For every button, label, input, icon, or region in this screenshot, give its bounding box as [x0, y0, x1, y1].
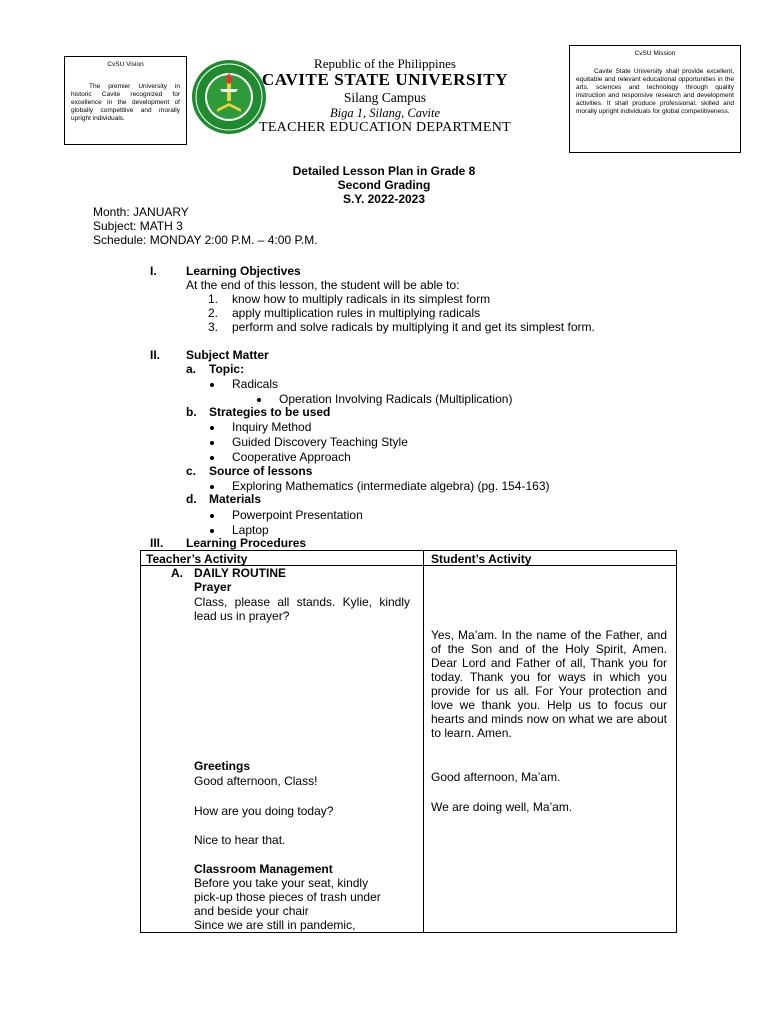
objective-text: know how to multiply radicals in its simplest form [232, 292, 491, 306]
material-item: Laptop [232, 523, 269, 537]
prayer-teacher-text: Class, please all stands. Kylie, kindly lead us in prayer? [194, 595, 410, 623]
strategy-item: Cooperative Approach [232, 450, 351, 464]
management-line: pick-up those pieces of trash under [194, 890, 381, 904]
objective-num: 1. [208, 292, 219, 306]
section2-heading: Subject Matter [186, 348, 269, 362]
vision-box [64, 56, 187, 145]
strategy-item: Guided Discovery Teaching Style [232, 435, 408, 449]
header-republic: Republic of the Philippines [314, 56, 456, 71]
prayer-student-text: Yes, Ma’am. In the name of the Father, and of the Son and of the Holy Spirit, Amen. Dear Lord and Father of all, Thank you for today. Thank you for ways in which you provide for us all. For Your protection and love we thank you. Help us to focus our hearts and minds now on what we are about to learn. Amen. [431, 628, 667, 740]
objective-num: 3. [208, 320, 219, 334]
routine-label: A. [171, 566, 183, 580]
management-heading: Classroom Management [194, 862, 333, 876]
vision-text: The premier University in historic Cavite recognized for excellence in the development of globally competitive and morally upright individuals. [71, 83, 180, 122]
topic-label: a. [186, 362, 197, 376]
materials-heading: Materials [209, 492, 262, 506]
info-schedule: Schedule: MONDAY 2:00 P.M. – 4:00 P.M. [93, 233, 318, 247]
strategies-heading: Strategies to be used [209, 405, 331, 419]
greet-teacher-2: How are you doing today? [194, 804, 334, 818]
header-university: CAVITE STATE UNIVERSITY [261, 70, 509, 89]
info-month: Month: JANUARY [93, 205, 189, 219]
management-line: and beside your chair [194, 904, 309, 918]
material-item: Powerpoint Presentation [232, 508, 363, 522]
topic-heading: Topic: [209, 362, 245, 376]
section3-heading: Learning Procedures [186, 536, 307, 550]
student-activity-header: Student’s Activity [431, 552, 532, 566]
vision-title: CvSU Vision [107, 61, 144, 68]
objective-text: perform and solve radicals by multiplying it and get its simplest form. [232, 320, 595, 334]
header-campus: Silang Campus [343, 90, 427, 105]
mission-box [569, 45, 741, 153]
header-address: Biga 1, Silang, Cavite [329, 106, 441, 120]
procedures-table [140, 550, 677, 933]
doc-school-year: S.Y. 2022-2023 [342, 192, 426, 206]
greet-teacher-1: Good afternoon, Class! [194, 774, 318, 788]
objective-num: 2. [208, 306, 219, 320]
section1-intro: At the end of this lesson, the student will be able to: [186, 278, 460, 292]
source-heading: Source of lessons [209, 464, 313, 478]
strategy-item: Inquiry Method [232, 420, 312, 434]
table-column-divider [423, 551, 424, 932]
doc-title: Detailed Lesson Plan in Grade 8 [292, 164, 476, 178]
greet-student-2: We are doing well, Ma’am. [431, 800, 573, 814]
source-label: c. [186, 464, 197, 478]
source-item: Exploring Mathematics (intermediate algebra) (pg. 154-163) [232, 479, 550, 493]
greet-teacher-3: Nice to hear that. [194, 833, 286, 847]
strategies-label: b. [186, 405, 197, 419]
management-line: Before you take your seat, kindly [194, 876, 369, 890]
greet-student-1: Good afternoon, Ma’am. [431, 770, 561, 784]
routine-heading: DAILY ROUTINE [194, 566, 287, 580]
topic-item: Radicals [232, 377, 279, 391]
prayer-heading: Prayer [194, 580, 232, 594]
management-line: Since we are still in pandemic, [194, 918, 356, 932]
objective-text: apply multiplication rules in multiplying radicals [232, 306, 481, 320]
info-subject: Subject: MATH 3 [93, 219, 183, 233]
section1-heading: Learning Objectives [186, 264, 301, 278]
teacher-activity-header: Teacher’s Activity [146, 552, 248, 566]
subtopic-item: Operation Involving Radicals (Multiplication) [279, 392, 513, 406]
mission-text: Cavite State University shall provide excellent, equitable and relevant educational opportunities in the arts, sciences and technology through quality instruction and responsive research and development activities. It shall produce professional, skilled and morally upright individuals for global competitiveness. [576, 68, 734, 115]
section1-num: I. [150, 264, 157, 278]
doc-grading: Second Grading [337, 178, 431, 192]
section3-num: III. [150, 536, 164, 550]
materials-label: d. [186, 492, 197, 506]
header-department: TEACHER EDUCATION DEPARTMENT [258, 120, 512, 135]
section2-num: II. [150, 348, 161, 362]
mission-title: CvSU Mission [634, 50, 676, 57]
greetings-heading: Greetings [194, 759, 251, 773]
